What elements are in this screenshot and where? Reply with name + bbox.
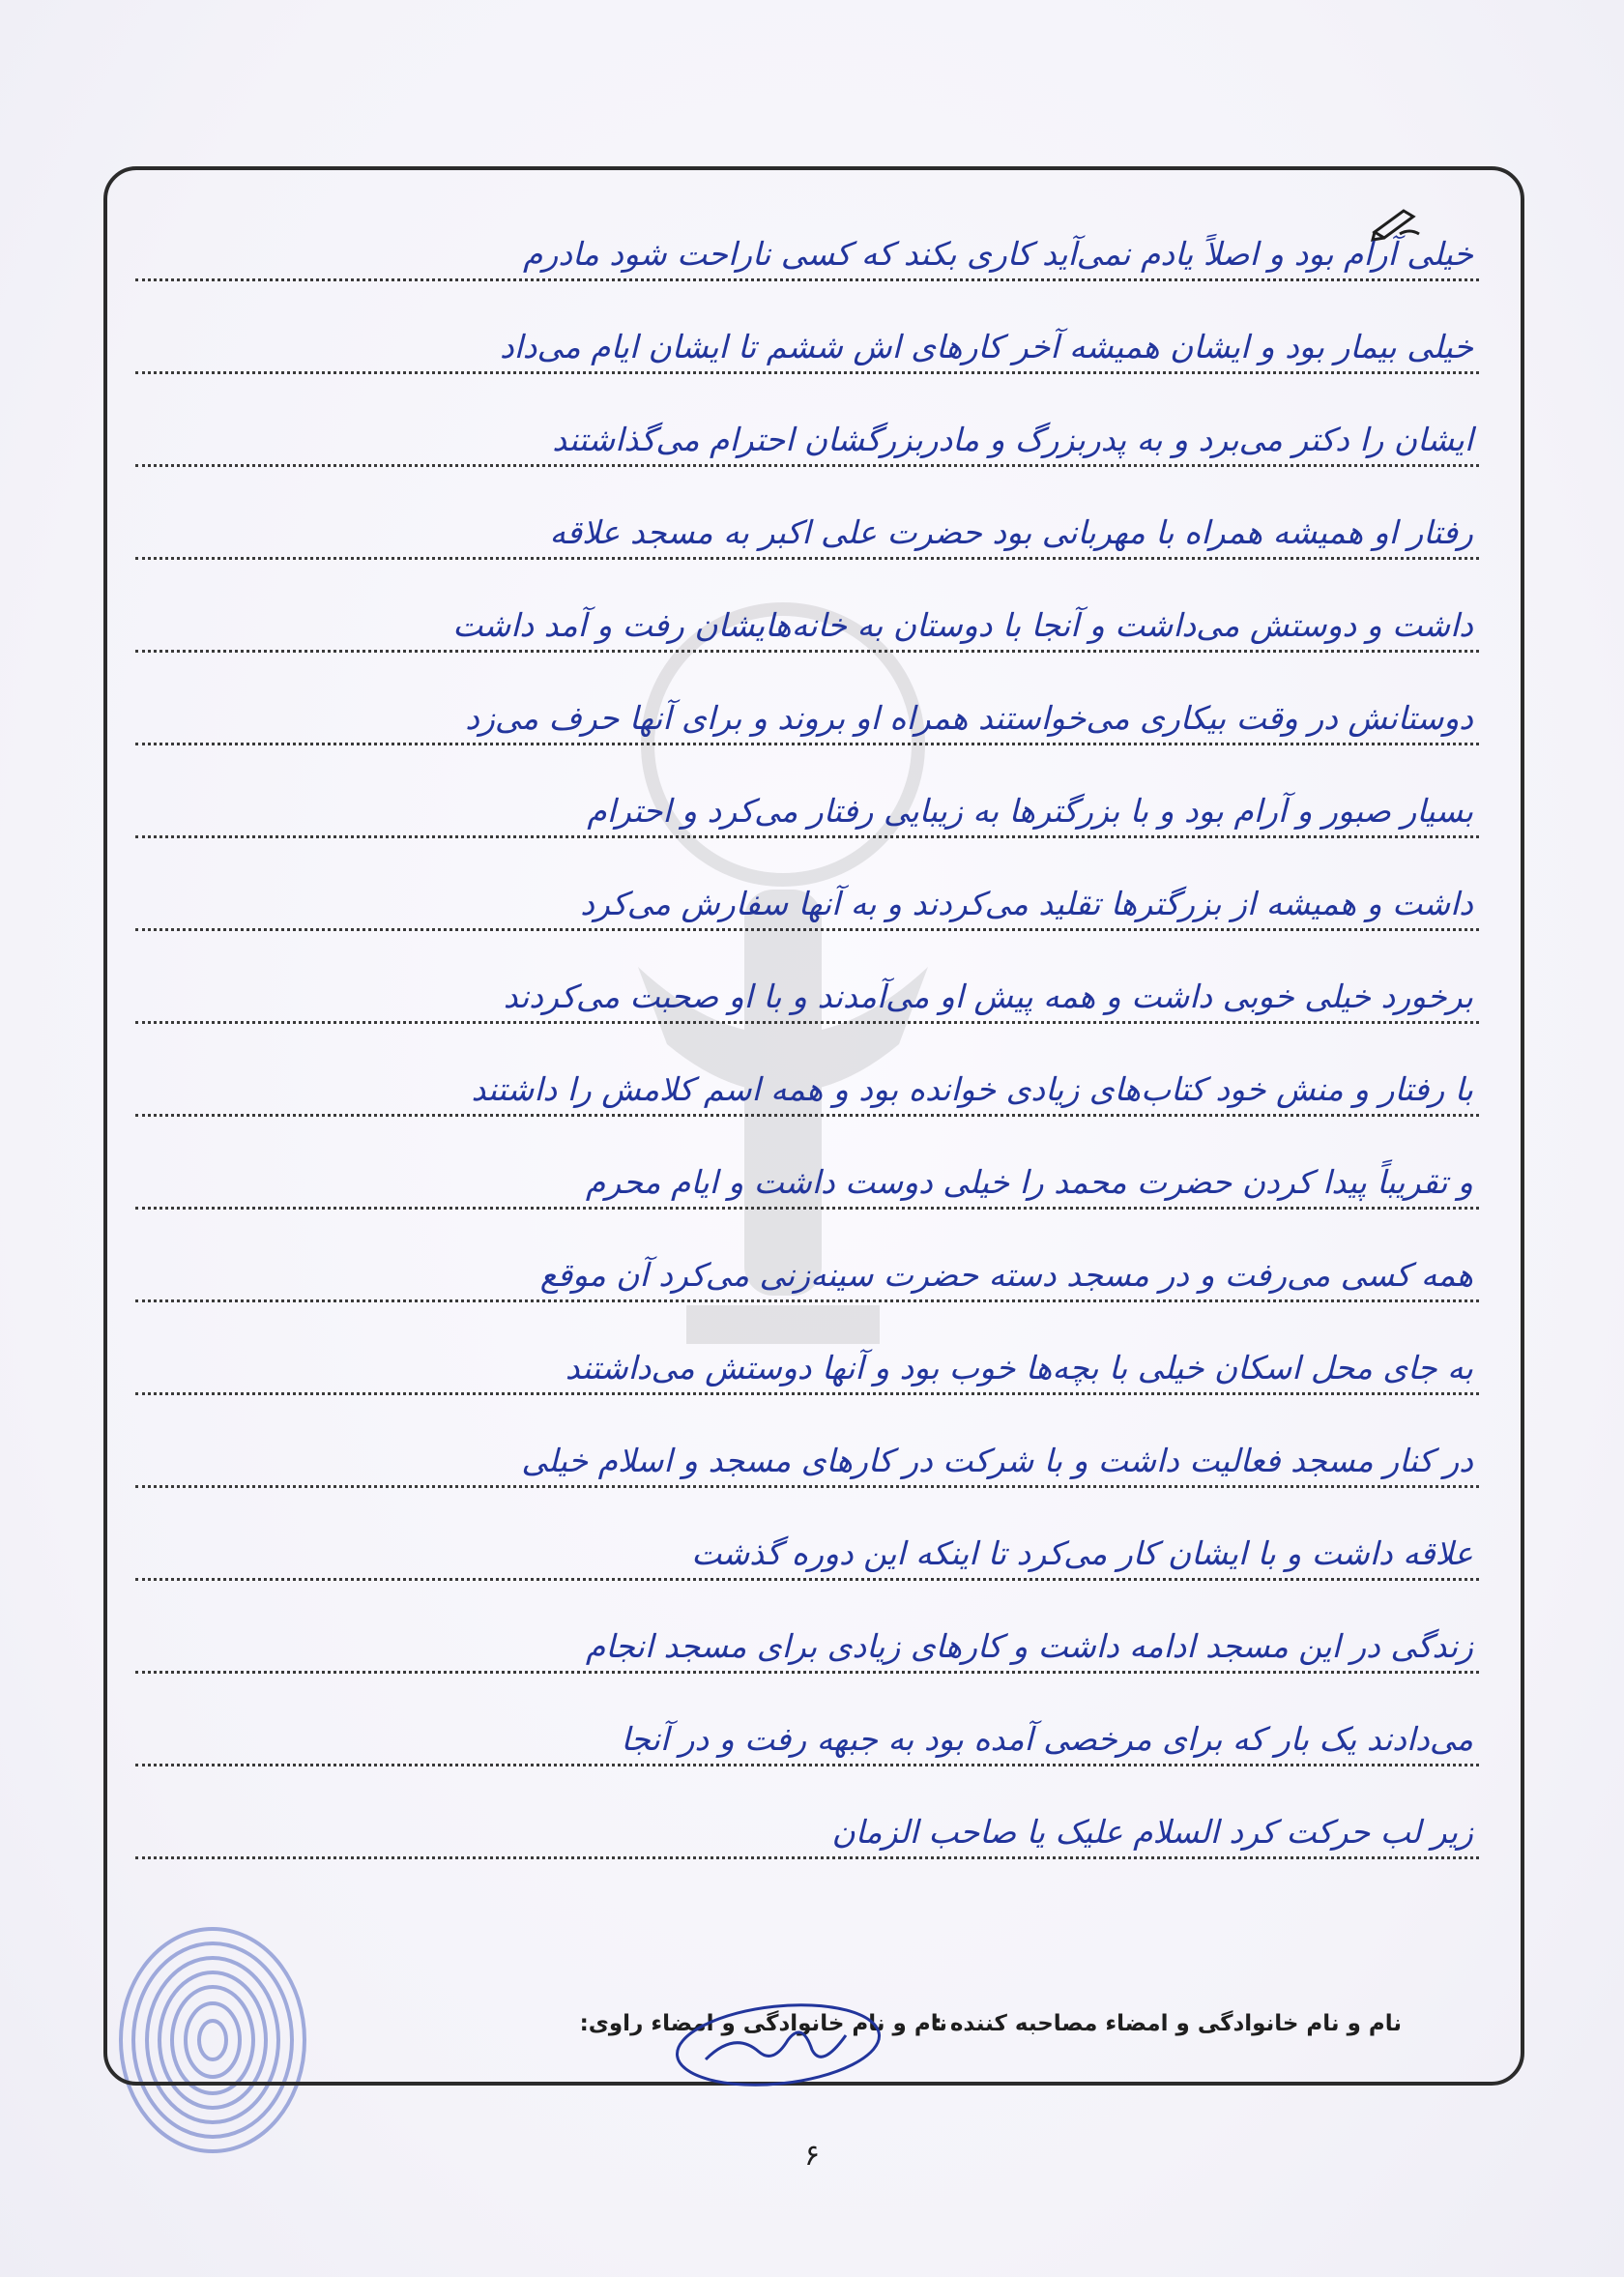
handwritten-text-area: [135, 189, 1479, 1977]
interviewer-label: نام و نام خانوادگی و امضاء مصاحبه کننده :: [933, 2011, 1402, 2036]
text-line: [135, 1395, 1479, 1488]
text-line: [135, 1024, 1479, 1117]
text-line: [135, 1488, 1479, 1581]
text-line: [135, 374, 1479, 467]
handwritten-text: زندگی در این مسجد ادامه داشت و کارهای زیادی برای مسجد انجام: [585, 1627, 1473, 1665]
text-line: [135, 281, 1479, 374]
text-line: [135, 838, 1479, 931]
text-line: [135, 467, 1479, 560]
handwritten-text: برخورد خیلی خوبی داشت و همه پیش او می‌آمدند و با او صحبت می‌کردند: [503, 978, 1473, 1015]
text-line: [135, 931, 1479, 1024]
text-line: [135, 189, 1479, 281]
text-line: [135, 560, 1479, 653]
handwritten-text: با رفتار و منش خود کتاب‌های زیادی خوانده بود و همه اسم کلامش را داشتند: [471, 1070, 1473, 1108]
text-line: [135, 1581, 1479, 1674]
handwritten-text: رفتار او همیشه همراه با مهربانی بود حضرت علی اکبر به مسجد علاقه: [549, 513, 1473, 551]
handwritten-signature: [667, 1992, 889, 2098]
text-line: [135, 1117, 1479, 1210]
text-line: [135, 653, 1479, 745]
handwritten-text: داشت و همیشه از بزرگترها تقلید می‌کردند و به آنها سفارش می‌کرد: [580, 885, 1473, 922]
text-line: [135, 1766, 1479, 1859]
handwritten-text: بسیار صبور و آرام بود و با بزرگترها به زیبایی رفتار می‌کرد و احترام: [587, 792, 1473, 830]
handwritten-text: زیر لب حرکت کرد السلام علیک یا صاحب الزمان: [831, 1813, 1473, 1851]
narrator-label: نام و نام خانوادگی و امضاء راوی:: [579, 2011, 947, 2036]
handwritten-text: خیلی بیمار بود و ایشان همیشه آخر کارهای اش ششم تا ایشان ایام می‌داد: [499, 328, 1473, 365]
page-number: ۶: [803, 2139, 821, 2173]
handwritten-text: ایشان را دکتر می‌برد و به پدربزرگ و مادربزرگشان احترام می‌گذاشتند: [552, 421, 1473, 458]
text-line: [135, 1674, 1479, 1766]
handwritten-text: داشت و دوستش می‌داشت و آنجا با دوستان به خانه‌هایشان رفت و آمد داشت: [452, 606, 1473, 644]
handwritten-text: علاقه داشت و با ایشان کار می‌کرد تا اینکه این دوره گذشت: [691, 1534, 1473, 1572]
handwritten-text: دوستانش در وقت بیکاری می‌خواستند همراه او بروند و برای آنها حرف می‌زد: [465, 699, 1473, 737]
handwritten-text: و تقریباً پیدا کردن حضرت محمد را خیلی دوست داشت و ایام محرم: [585, 1163, 1473, 1201]
text-line: [135, 745, 1479, 838]
handwritten-text: در کنار مسجد فعالیت داشت و با شرکت در کارهای مسجد و اسلام خیلی: [521, 1442, 1473, 1479]
handwritten-text: خیلی آرام بود و اصلاً یادم نمی‌آید کاری بکند که کسی ناراحت شود مادرم: [522, 235, 1473, 273]
handwritten-text: همه کسی می‌رفت و در مسجد دسته حضرت سینه‌زنی می‌کرد آن موقع: [539, 1256, 1473, 1294]
text-line: [135, 1210, 1479, 1302]
handwritten-text: به جای محل اسکان خیلی با بچه‌ها خوب بود و آنها دوستش می‌داشتند: [565, 1349, 1473, 1387]
text-line: [135, 1302, 1479, 1395]
handwritten-text: می‌دادند یک بار که برای مرخصی آمده بود به جبهه رفت و در آنجا: [621, 1720, 1473, 1758]
